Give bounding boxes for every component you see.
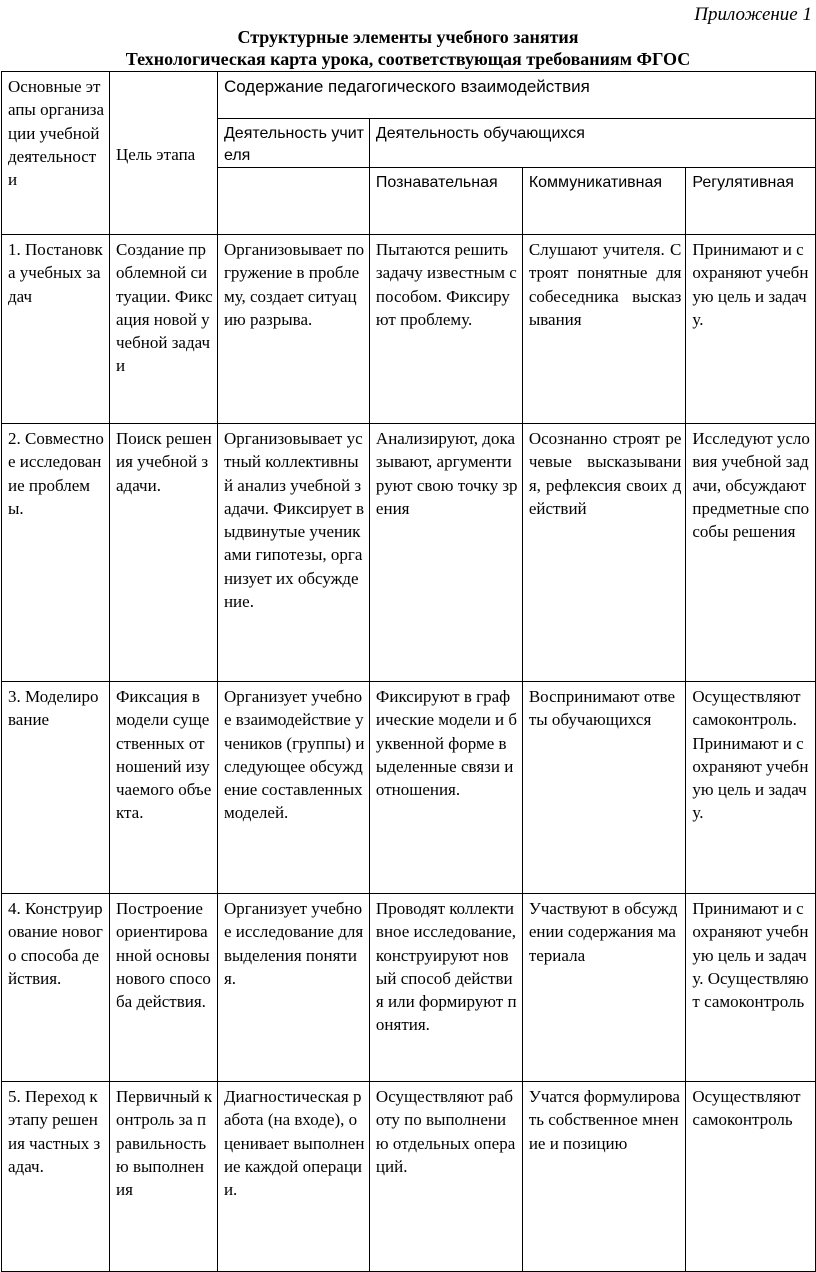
communicative-cell: Участвуют в обсуждении содержания материала (522, 894, 686, 1082)
regulatory-cell: Принимают и сохраняют учебную цель и задачу. Осуществляют самоконтроль (686, 894, 816, 1082)
cognitive-cell: Проводят коллективное исследование, конструируют новый способ действия или формируют понятия. (369, 894, 522, 1082)
cognitive-cell: Фиксируют в графические модели и буквенной форме выделенные связи и отношения. (369, 682, 522, 894)
table-row (2, 1082, 816, 1272)
stage-cell: 5. Переход к этапу решения частных задач. (2, 1082, 110, 1272)
goal-cell: Первичный контроль за правильностью выполнения (110, 1082, 218, 1272)
communicative-cell: Воспринимают ответы обучающихся (522, 682, 686, 894)
teacher-cell: Организует учебное исследование для выделения понятия. (217, 894, 369, 1082)
header-content: Содержание педагогического взаимодействия (217, 72, 815, 119)
regulatory-cell: Осуществляют самоконтроль (686, 1082, 816, 1272)
table-row (2, 682, 816, 894)
regulatory-cell: Осуществляют самоконтроль. Принимают и сохраняют учебную цель и задачу. (686, 682, 816, 894)
cognitive-cell: Осуществляют работу по выполнению отдельных операций. (369, 1082, 522, 1272)
teacher-cell: Организовывает устный коллективный анализ учебной задачи. Фиксирует выдвинутые учениками гипотезы, организует их обсуждение. (217, 424, 369, 682)
teacher-cell: Диагностическая работа (на входе), оценивает выполнение каждой операции. (217, 1082, 369, 1272)
table-row (2, 235, 816, 424)
communicative-cell: Учатся формулировать собственное мнение и позицию (522, 1082, 686, 1272)
header-teacher: Деятельность учителя (217, 119, 369, 168)
stage-cell: 1. Постановка учебных задач (2, 235, 110, 424)
header-teacher-continued (217, 168, 369, 235)
stage-cell: 2. Совместное исследование проблемы. (2, 424, 110, 682)
goal-cell: Создание проблемной ситуации. Фиксация новой учебной задачи (110, 235, 218, 424)
regulatory-cell: Исследуют условия учебной задачи, обсуждают предметные способы решения (686, 424, 816, 682)
stage-cell: 3. Моделирование (2, 682, 110, 894)
regulatory-cell: Принимают и сохраняют учебную цель и задачу. (686, 235, 816, 424)
header-cognitive: Познавательная (369, 168, 522, 235)
header-regulatory: Регулятивная (686, 168, 816, 235)
header-goal: Цель этапа (110, 72, 218, 235)
document-subtitle: Технологическая карта урока, соответствующая требованиям ФГОС (125, 49, 691, 69)
stage-cell: 4. Конструирование нового способа действия. (2, 894, 110, 1082)
header-stages: Основные этапы организации учебной деятельности (2, 72, 110, 235)
header-communicative: Коммуникативная (522, 168, 686, 235)
teacher-cell: Организовывает погружение в проблему, создает ситуацию разрыва. (217, 235, 369, 424)
appendix-label: Приложение 1 (694, 4, 812, 25)
goal-cell: Фиксация в модели существенных отношений изучаемого объекта. (110, 682, 218, 894)
lesson-map-table (1, 71, 816, 1272)
goal-cell: Построение ориентированной основы нового способа действия. (110, 894, 218, 1082)
communicative-cell: Слушают учителя. Строят понятные для собеседника высказывания (522, 235, 686, 424)
table-row (2, 424, 816, 682)
table-row (2, 894, 816, 1082)
teacher-cell: Организует учебное взаимодействие учеников (группы) и следующее обсуждение составленных моделей. (217, 682, 369, 894)
header-students: Деятельность обучающихся (369, 119, 815, 168)
cognitive-cell: Анализируют, доказывают, аргументируют свою точку зрения (369, 424, 522, 682)
goal-cell: Поиск решения учебной задачи. (110, 424, 218, 682)
cognitive-cell: Пытаются решить задачу известным способом. Фиксируют проблему. (369, 235, 522, 424)
communicative-cell: Осознанно строят речевые высказывания, рефлексия своих действий (522, 424, 686, 682)
document-title: Структурные элементы учебного занятия (237, 27, 579, 47)
